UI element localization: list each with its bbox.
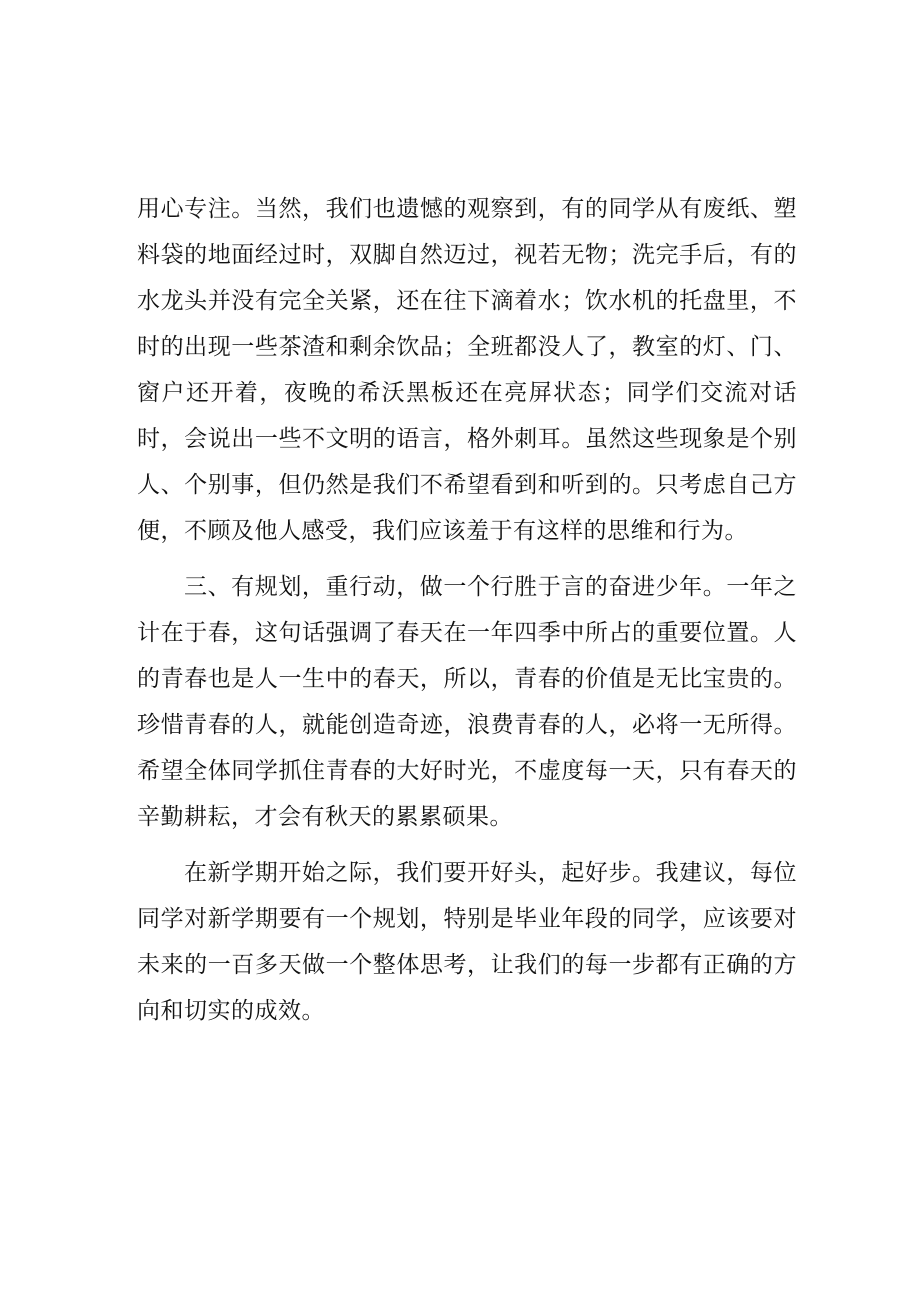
- paragraph-section-three: 三、有规划，重行动，做一个行胜于言的奋进少年。一年之计在于春，这句话强调了春天在一年四季中所占的重要位置。人的青春也是人一生中的春天，所以，青春的价值是无比宝贵的。珍惜青春的人，就能创造奇迹，浪费青春的人，必将一无所得。希望全体同学抓住青春的大好时光，不虚度每一天，只有春天的辛勤耕耘，才会有秋天的累累硕果。: [137, 574, 797, 830]
- paragraph-new-semester: 在新学期开始之际，我们要开好头，起好步。我建议，每位同学对新学期要有一个规划，特别是毕业年段的同学，应该要对未来的一百多天做一个整体思考，让我们的每一步都有正确的方向和切实的成效。: [137, 860, 797, 1024]
- paragraph-continuation: 用心专注。当然，我们也遗憾的观察到，有的同学从有废纸、塑料袋的地面经过时，双脚自然迈过，视若无物；洗完手后，有的水龙头并没有完全关紧，还在往下滴着水；饮水机的托盘里，不时的出现一些茶渣和剩余饮品；全班都没人了，教室的灯、门、窗户还开着，夜晚的希沃黑板还在亮屏状态；同学们交流对话时，会说出一些不文明的语言，格外刺耳。虽然这些现象是个别人、个别事，但仍然是我们不希望看到和听到的。只考虑自己方便，不顾及他人感受，我们应该羞于有这样的思维和行为。: [137, 196, 797, 544]
- document-body: [137, 186, 797, 1044]
